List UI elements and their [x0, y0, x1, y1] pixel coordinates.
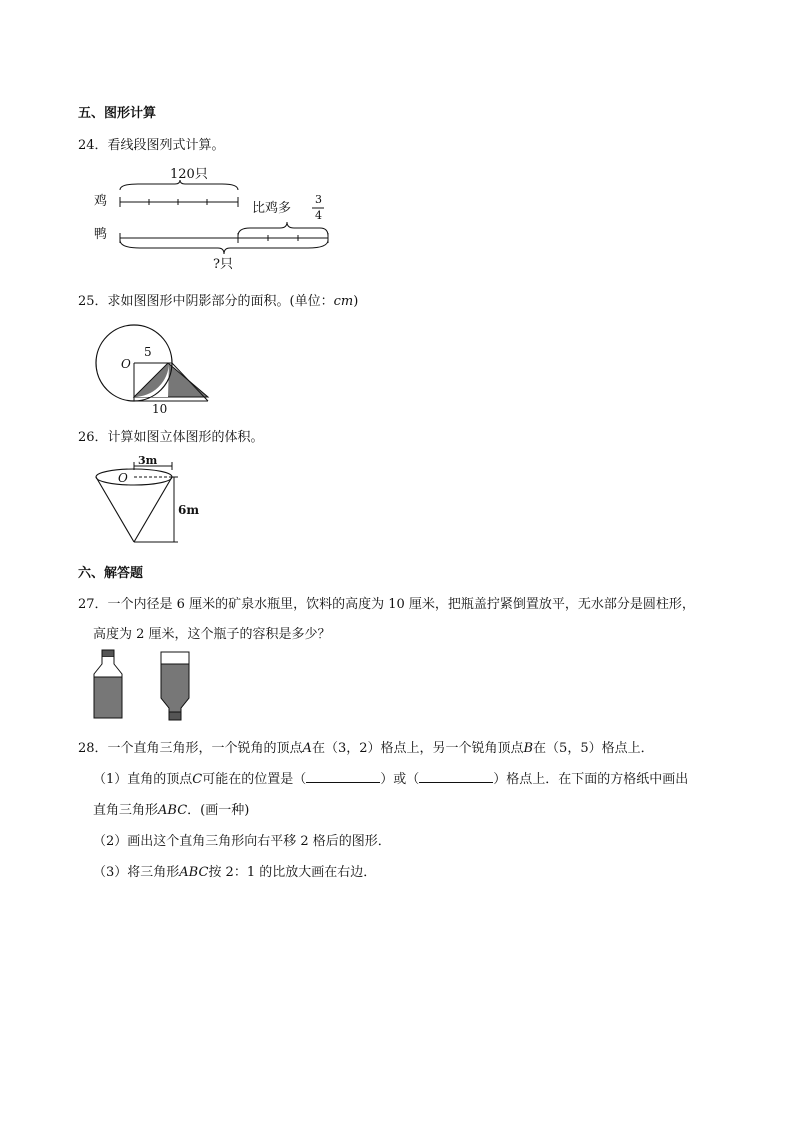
extra-label: 比鸡多 — [252, 201, 292, 216]
fraction-denominator: 4 — [315, 209, 322, 222]
answer-blank-1[interactable] — [306, 770, 380, 783]
fraction-numerator: 3 — [315, 193, 322, 206]
center-label: O — [118, 471, 128, 485]
bottom-count-label: ?只 — [213, 257, 233, 272]
question-28-part2: （2）画出这个直角三角形向右平移 2 格后的图形． — [93, 834, 391, 849]
top-count-label: 120只 — [170, 167, 208, 182]
answer-blank-2[interactable] — [419, 770, 493, 783]
cone-figure — [90, 452, 220, 552]
base-label: 10 — [152, 402, 168, 416]
question-27-line1: 27．一个内径是 6 厘米的矿泉水瓶里，饮料的高度为 10 厘米，把瓶盖拧紧倒置放平，无水部分是圆柱形， — [78, 597, 695, 612]
question-28-part1: （1）直角的顶点C可能在的位置是（ ）或（ ）格点上．在下面的方格纸中画出 — [93, 772, 689, 787]
question-28-line1: 28．一个直角三角形，一个锐角的顶点A在（3，2）格点上，另一个锐角顶点B在（5，5）格点上． — [78, 741, 654, 756]
question-25-text: 25．求如图图形中阴影部分的面积。(单位：cm) — [78, 294, 359, 309]
radius-label: 3m — [138, 454, 158, 467]
question-28-part1-cont: 直角三角形ABC．(画一种) — [93, 803, 250, 818]
radius-label: 5 — [144, 345, 152, 359]
question-26-text: 26．计算如图立体图形的体积。 — [78, 430, 264, 445]
question-24-text: 24．看线段图列式计算。 — [78, 138, 225, 153]
height-label: 6m — [178, 503, 200, 517]
center-label: O — [121, 357, 131, 371]
duck-label: 鸭 — [94, 227, 108, 242]
segment-diagram — [80, 160, 340, 275]
chicken-label: 鸡 — [94, 194, 108, 209]
section-heading-5: 五、图形计算 — [78, 106, 157, 121]
question-28-part3: （3）将三角形ABC按 2：1 的比放大画在右边． — [93, 865, 377, 880]
question-27-line2: 高度为 2 厘米，这个瓶子的容积是多少？ — [93, 627, 331, 642]
section-heading-6: 六、解答题 — [78, 566, 144, 581]
circle-shaded-figure — [90, 318, 220, 418]
bottles-figure — [92, 650, 202, 722]
unit-text: cm — [333, 294, 354, 309]
